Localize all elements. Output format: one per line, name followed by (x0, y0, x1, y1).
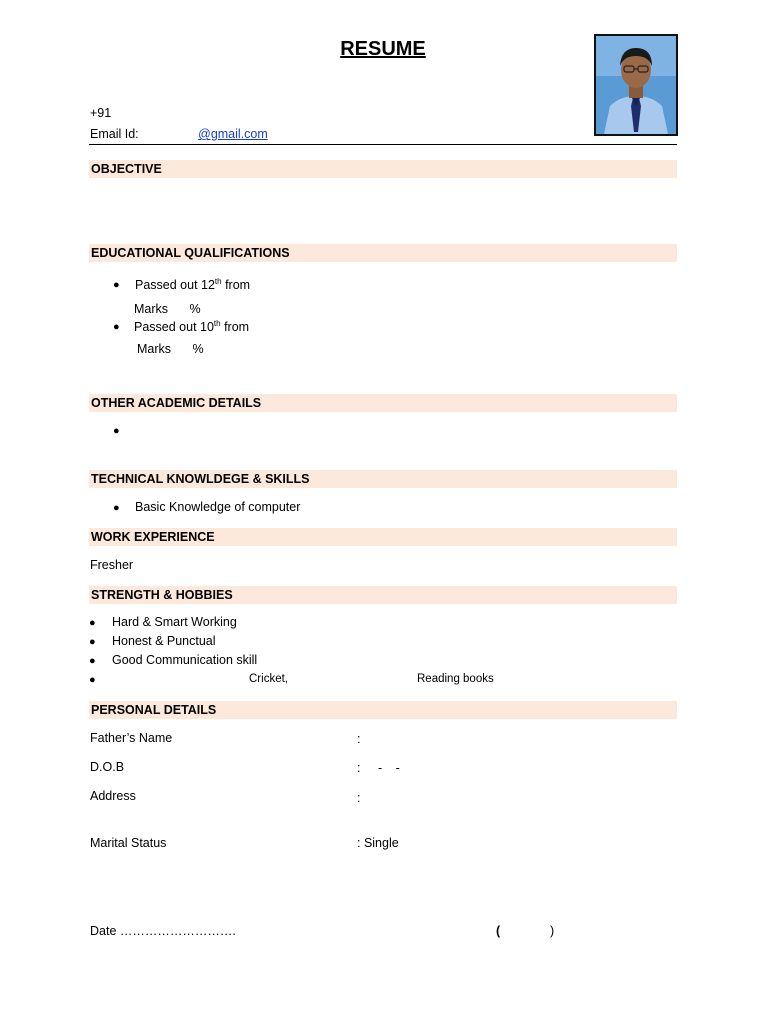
hobby-item: Reading books (417, 673, 494, 685)
email-link[interactable]: @gmail.com (198, 127, 268, 141)
bullet-icon: ● (113, 425, 120, 437)
section-education: EDUCATIONAL QUALIFICATIONS (89, 244, 677, 262)
education-10th-from: from (224, 320, 250, 335)
bullet-icon: ● (113, 502, 120, 514)
strength-item: Honest & Punctual (112, 634, 216, 648)
bullet-icon: ● (89, 674, 96, 686)
education-12th-from: from (225, 278, 251, 293)
address-label: Address (90, 789, 136, 803)
hobby-item: Cricket, (249, 673, 288, 685)
education-item-10th (134, 319, 249, 334)
father-name-value: : (357, 732, 361, 746)
education-item-12th (135, 277, 250, 292)
section-personal-details: PERSONAL DETAILS (89, 701, 677, 719)
education-10th-sup: th (213, 319, 221, 328)
section-work-experience: WORK EXPERIENCE (89, 528, 677, 546)
bullet-icon: ● (89, 655, 96, 667)
education-12th-marks: Marks (134, 302, 169, 316)
technical-item: Basic Knowledge of computer (135, 500, 301, 514)
education-10th-percent: % (192, 342, 204, 356)
bullet-icon: ● (89, 636, 96, 648)
dob-dash: - (395, 761, 400, 775)
person-photo-icon (596, 36, 676, 134)
phone-number: +91 (90, 106, 112, 120)
dob-dash: - (377, 761, 383, 775)
work-experience-text: Fresher (90, 558, 134, 572)
bullet-icon: ● (113, 279, 120, 291)
education-12th-text: Passed out 12 (135, 278, 215, 293)
education-10th-marks: Marks (137, 342, 172, 356)
section-technical: TECHNICAL KNOWLDEGE & SKILLS (89, 470, 677, 488)
dob-label: D.O.B (90, 760, 125, 774)
date-line: Date ………………………. (90, 924, 236, 938)
paren-open: ( (496, 924, 501, 938)
header-divider (89, 144, 677, 145)
profile-photo (594, 34, 678, 136)
paren-close: ) (550, 924, 555, 938)
education-12th-marks-row (134, 302, 201, 316)
dob-colon: : (357, 761, 361, 775)
education-10th-marks-row (137, 342, 204, 356)
bullet-icon: ● (89, 617, 96, 629)
strength-item: Good Communication skill (112, 653, 258, 667)
father-name-label: Father’s Name (90, 731, 173, 745)
email-label: Email Id: (90, 127, 139, 141)
education-10th-text: Passed out 10 (134, 320, 214, 335)
section-strength-hobbies: STRENGTH & HOBBIES (89, 586, 677, 604)
section-other-academic: OTHER ACADEMIC DETAILS (89, 394, 677, 412)
section-objective: OBJECTIVE (89, 160, 677, 178)
strength-item: Hard & Smart Working (112, 615, 237, 629)
marital-status-value: : Single (357, 836, 399, 850)
address-value: : (357, 791, 361, 805)
email-row (90, 127, 268, 141)
education-12th-percent: % (189, 302, 201, 316)
education-12th-sup: th (214, 277, 222, 286)
marital-status-label: Marital Status (90, 836, 167, 850)
bullet-icon: ● (113, 321, 120, 333)
resume-title: RESUME (340, 38, 426, 60)
dob-value (357, 761, 400, 775)
